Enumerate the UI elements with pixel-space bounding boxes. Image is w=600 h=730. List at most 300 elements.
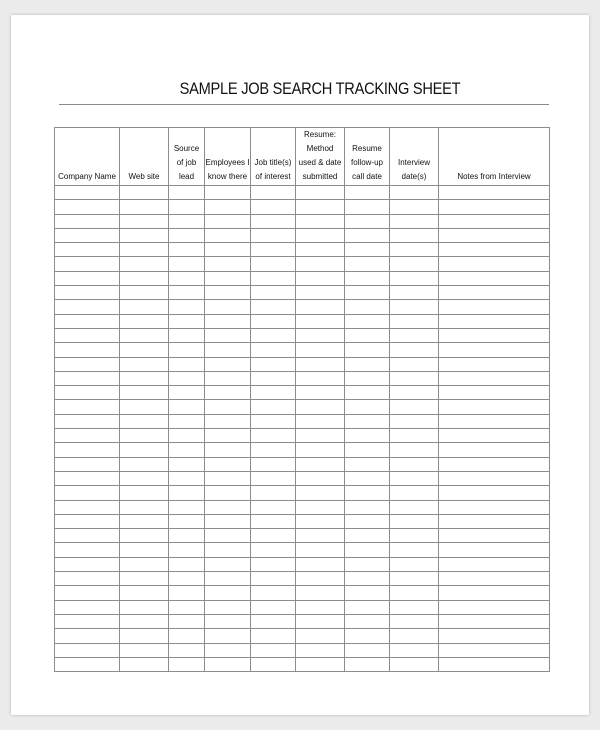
table-cell-resume-method[interactable] (296, 186, 345, 200)
table-cell-notes[interactable] (439, 500, 550, 514)
table-cell-company[interactable] (55, 443, 120, 457)
table-cell-job-title[interactable] (251, 343, 296, 357)
table-cell-website[interactable] (120, 228, 169, 242)
table-cell-notes[interactable] (439, 514, 550, 528)
table-cell-followup[interactable] (345, 343, 390, 357)
table-cell-resume-method[interactable] (296, 314, 345, 328)
table-cell-resume-method[interactable] (296, 429, 345, 443)
table-cell-interview-dates[interactable] (390, 572, 439, 586)
table-cell-source[interactable] (169, 214, 205, 228)
table-cell-job-title[interactable] (251, 429, 296, 443)
table-cell-resume-method[interactable] (296, 557, 345, 571)
table-cell-employees[interactable] (205, 486, 251, 500)
table-cell-source[interactable] (169, 443, 205, 457)
table-cell-job-title[interactable] (251, 657, 296, 671)
table-cell-notes[interactable] (439, 414, 550, 428)
table-cell-resume-method[interactable] (296, 400, 345, 414)
table-cell-job-title[interactable] (251, 557, 296, 571)
table-cell-followup[interactable] (345, 371, 390, 385)
table-cell-company[interactable] (55, 657, 120, 671)
table-cell-source[interactable] (169, 400, 205, 414)
table-cell-interview-dates[interactable] (390, 357, 439, 371)
table-cell-website[interactable] (120, 371, 169, 385)
table-cell-resume-method[interactable] (296, 286, 345, 300)
table-cell-website[interactable] (120, 557, 169, 571)
table-cell-resume-method[interactable] (296, 371, 345, 385)
table-cell-website[interactable] (120, 343, 169, 357)
table-cell-job-title[interactable] (251, 586, 296, 600)
table-cell-interview-dates[interactable] (390, 286, 439, 300)
table-cell-company[interactable] (55, 514, 120, 528)
table-cell-source[interactable] (169, 429, 205, 443)
table-cell-source[interactable] (169, 286, 205, 300)
table-cell-employees[interactable] (205, 514, 251, 528)
table-cell-website[interactable] (120, 386, 169, 400)
table-cell-notes[interactable] (439, 257, 550, 271)
table-cell-interview-dates[interactable] (390, 471, 439, 485)
table-cell-website[interactable] (120, 214, 169, 228)
table-cell-employees[interactable] (205, 500, 251, 514)
table-cell-resume-method[interactable] (296, 471, 345, 485)
table-cell-notes[interactable] (439, 243, 550, 257)
table-cell-resume-method[interactable] (296, 228, 345, 242)
table-cell-resume-method[interactable] (296, 500, 345, 514)
table-cell-employees[interactable] (205, 200, 251, 214)
table-cell-company[interactable] (55, 543, 120, 557)
table-cell-employees[interactable] (205, 186, 251, 200)
table-cell-resume-method[interactable] (296, 600, 345, 614)
table-cell-interview-dates[interactable] (390, 200, 439, 214)
table-cell-interview-dates[interactable] (390, 371, 439, 385)
table-cell-employees[interactable] (205, 286, 251, 300)
table-cell-followup[interactable] (345, 186, 390, 200)
table-cell-resume-method[interactable] (296, 486, 345, 500)
table-cell-interview-dates[interactable] (390, 328, 439, 342)
table-cell-website[interactable] (120, 414, 169, 428)
table-cell-interview-dates[interactable] (390, 429, 439, 443)
table-cell-resume-method[interactable] (296, 543, 345, 557)
table-cell-company[interactable] (55, 629, 120, 643)
table-cell-resume-method[interactable] (296, 614, 345, 628)
table-cell-notes[interactable] (439, 357, 550, 371)
table-cell-notes[interactable] (439, 429, 550, 443)
table-cell-company[interactable] (55, 486, 120, 500)
table-cell-company[interactable] (55, 471, 120, 485)
table-cell-followup[interactable] (345, 271, 390, 285)
table-cell-notes[interactable] (439, 400, 550, 414)
table-cell-employees[interactable] (205, 600, 251, 614)
table-cell-website[interactable] (120, 500, 169, 514)
table-cell-job-title[interactable] (251, 314, 296, 328)
table-cell-job-title[interactable] (251, 486, 296, 500)
table-cell-resume-method[interactable] (296, 214, 345, 228)
table-cell-interview-dates[interactable] (390, 214, 439, 228)
table-cell-source[interactable] (169, 357, 205, 371)
table-cell-followup[interactable] (345, 243, 390, 257)
table-cell-source[interactable] (169, 314, 205, 328)
table-cell-followup[interactable] (345, 357, 390, 371)
table-cell-followup[interactable] (345, 328, 390, 342)
table-cell-notes[interactable] (439, 314, 550, 328)
table-cell-website[interactable] (120, 600, 169, 614)
table-cell-notes[interactable] (439, 586, 550, 600)
table-cell-source[interactable] (169, 643, 205, 657)
table-cell-resume-method[interactable] (296, 386, 345, 400)
table-cell-resume-method[interactable] (296, 572, 345, 586)
table-cell-source[interactable] (169, 514, 205, 528)
table-cell-followup[interactable] (345, 572, 390, 586)
table-cell-followup[interactable] (345, 471, 390, 485)
table-cell-source[interactable] (169, 457, 205, 471)
table-cell-notes[interactable] (439, 214, 550, 228)
table-cell-company[interactable] (55, 328, 120, 342)
table-cell-source[interactable] (169, 600, 205, 614)
table-cell-employees[interactable] (205, 614, 251, 628)
table-cell-job-title[interactable] (251, 572, 296, 586)
table-cell-notes[interactable] (439, 471, 550, 485)
table-cell-company[interactable] (55, 429, 120, 443)
table-cell-source[interactable] (169, 257, 205, 271)
table-cell-job-title[interactable] (251, 214, 296, 228)
table-cell-followup[interactable] (345, 557, 390, 571)
table-cell-resume-method[interactable] (296, 443, 345, 457)
table-cell-website[interactable] (120, 286, 169, 300)
table-cell-resume-method[interactable] (296, 271, 345, 285)
table-cell-company[interactable] (55, 586, 120, 600)
table-cell-notes[interactable] (439, 271, 550, 285)
table-cell-source[interactable] (169, 572, 205, 586)
table-cell-notes[interactable] (439, 300, 550, 314)
table-cell-job-title[interactable] (251, 228, 296, 242)
table-cell-job-title[interactable] (251, 457, 296, 471)
table-cell-employees[interactable] (205, 529, 251, 543)
table-cell-website[interactable] (120, 543, 169, 557)
table-cell-notes[interactable] (439, 343, 550, 357)
table-cell-source[interactable] (169, 343, 205, 357)
table-cell-employees[interactable] (205, 414, 251, 428)
table-cell-website[interactable] (120, 486, 169, 500)
table-cell-resume-method[interactable] (296, 200, 345, 214)
table-cell-resume-method[interactable] (296, 343, 345, 357)
table-cell-source[interactable] (169, 614, 205, 628)
table-cell-company[interactable] (55, 257, 120, 271)
table-cell-notes[interactable] (439, 614, 550, 628)
table-cell-interview-dates[interactable] (390, 600, 439, 614)
table-cell-resume-method[interactable] (296, 657, 345, 671)
table-cell-website[interactable] (120, 271, 169, 285)
table-cell-company[interactable] (55, 243, 120, 257)
table-cell-company[interactable] (55, 614, 120, 628)
table-cell-company[interactable] (55, 414, 120, 428)
table-cell-source[interactable] (169, 543, 205, 557)
table-cell-source[interactable] (169, 271, 205, 285)
table-cell-followup[interactable] (345, 514, 390, 528)
table-cell-interview-dates[interactable] (390, 228, 439, 242)
table-cell-followup[interactable] (345, 414, 390, 428)
table-cell-company[interactable] (55, 200, 120, 214)
table-cell-followup[interactable] (345, 629, 390, 643)
table-cell-interview-dates[interactable] (390, 614, 439, 628)
table-cell-followup[interactable] (345, 600, 390, 614)
table-cell-source[interactable] (169, 200, 205, 214)
table-cell-job-title[interactable] (251, 643, 296, 657)
table-cell-interview-dates[interactable] (390, 443, 439, 457)
table-cell-company[interactable] (55, 228, 120, 242)
table-cell-interview-dates[interactable] (390, 514, 439, 528)
table-cell-employees[interactable] (205, 343, 251, 357)
table-cell-job-title[interactable] (251, 186, 296, 200)
table-cell-website[interactable] (120, 529, 169, 543)
table-cell-employees[interactable] (205, 300, 251, 314)
table-cell-website[interactable] (120, 471, 169, 485)
table-cell-notes[interactable] (439, 557, 550, 571)
table-cell-company[interactable] (55, 500, 120, 514)
table-cell-job-title[interactable] (251, 328, 296, 342)
table-cell-website[interactable] (120, 657, 169, 671)
table-cell-website[interactable] (120, 514, 169, 528)
table-cell-employees[interactable] (205, 314, 251, 328)
table-cell-company[interactable] (55, 300, 120, 314)
table-cell-job-title[interactable] (251, 500, 296, 514)
table-cell-interview-dates[interactable] (390, 657, 439, 671)
table-cell-source[interactable] (169, 228, 205, 242)
table-cell-resume-method[interactable] (296, 357, 345, 371)
table-cell-job-title[interactable] (251, 243, 296, 257)
table-cell-job-title[interactable] (251, 257, 296, 271)
table-cell-job-title[interactable] (251, 414, 296, 428)
table-cell-source[interactable] (169, 629, 205, 643)
table-cell-source[interactable] (169, 386, 205, 400)
table-cell-source[interactable] (169, 557, 205, 571)
table-cell-website[interactable] (120, 186, 169, 200)
table-cell-source[interactable] (169, 414, 205, 428)
table-cell-resume-method[interactable] (296, 300, 345, 314)
table-cell-notes[interactable] (439, 600, 550, 614)
table-cell-company[interactable] (55, 314, 120, 328)
table-cell-interview-dates[interactable] (390, 457, 439, 471)
table-cell-job-title[interactable] (251, 529, 296, 543)
table-cell-notes[interactable] (439, 457, 550, 471)
table-cell-employees[interactable] (205, 257, 251, 271)
table-cell-job-title[interactable] (251, 300, 296, 314)
table-cell-followup[interactable] (345, 529, 390, 543)
table-cell-job-title[interactable] (251, 371, 296, 385)
table-cell-employees[interactable] (205, 557, 251, 571)
table-cell-website[interactable] (120, 614, 169, 628)
table-cell-source[interactable] (169, 328, 205, 342)
table-cell-resume-method[interactable] (296, 586, 345, 600)
table-cell-job-title[interactable] (251, 514, 296, 528)
table-cell-website[interactable] (120, 243, 169, 257)
table-cell-company[interactable] (55, 357, 120, 371)
table-cell-resume-method[interactable] (296, 643, 345, 657)
table-cell-company[interactable] (55, 286, 120, 300)
table-cell-job-title[interactable] (251, 200, 296, 214)
table-cell-followup[interactable] (345, 300, 390, 314)
table-cell-interview-dates[interactable] (390, 557, 439, 571)
table-cell-company[interactable] (55, 386, 120, 400)
table-cell-job-title[interactable] (251, 400, 296, 414)
table-cell-company[interactable] (55, 343, 120, 357)
table-cell-resume-method[interactable] (296, 529, 345, 543)
table-cell-notes[interactable] (439, 228, 550, 242)
table-cell-resume-method[interactable] (296, 457, 345, 471)
table-cell-website[interactable] (120, 328, 169, 342)
table-cell-interview-dates[interactable] (390, 243, 439, 257)
table-cell-job-title[interactable] (251, 629, 296, 643)
table-cell-resume-method[interactable] (296, 243, 345, 257)
table-cell-employees[interactable] (205, 371, 251, 385)
table-cell-website[interactable] (120, 629, 169, 643)
table-cell-employees[interactable] (205, 386, 251, 400)
table-cell-employees[interactable] (205, 657, 251, 671)
table-cell-job-title[interactable] (251, 271, 296, 285)
table-cell-followup[interactable] (345, 257, 390, 271)
table-cell-company[interactable] (55, 457, 120, 471)
table-cell-notes[interactable] (439, 572, 550, 586)
table-cell-followup[interactable] (345, 500, 390, 514)
table-cell-company[interactable] (55, 400, 120, 414)
table-cell-website[interactable] (120, 400, 169, 414)
table-cell-followup[interactable] (345, 614, 390, 628)
table-cell-source[interactable] (169, 371, 205, 385)
table-cell-interview-dates[interactable] (390, 314, 439, 328)
table-cell-notes[interactable] (439, 186, 550, 200)
table-cell-job-title[interactable] (251, 614, 296, 628)
table-cell-interview-dates[interactable] (390, 543, 439, 557)
table-cell-notes[interactable] (439, 386, 550, 400)
table-cell-followup[interactable] (345, 643, 390, 657)
table-cell-website[interactable] (120, 257, 169, 271)
table-cell-followup[interactable] (345, 543, 390, 557)
table-cell-employees[interactable] (205, 443, 251, 457)
table-cell-website[interactable] (120, 586, 169, 600)
table-cell-company[interactable] (55, 529, 120, 543)
table-cell-followup[interactable] (345, 286, 390, 300)
table-cell-interview-dates[interactable] (390, 529, 439, 543)
table-cell-employees[interactable] (205, 400, 251, 414)
table-cell-company[interactable] (55, 557, 120, 571)
table-cell-company[interactable] (55, 572, 120, 586)
table-cell-followup[interactable] (345, 228, 390, 242)
table-cell-notes[interactable] (439, 643, 550, 657)
table-cell-employees[interactable] (205, 543, 251, 557)
table-cell-company[interactable] (55, 186, 120, 200)
table-cell-interview-dates[interactable] (390, 400, 439, 414)
table-cell-employees[interactable] (205, 271, 251, 285)
table-cell-website[interactable] (120, 357, 169, 371)
table-cell-source[interactable] (169, 500, 205, 514)
table-cell-interview-dates[interactable] (390, 414, 439, 428)
table-cell-source[interactable] (169, 486, 205, 500)
table-cell-website[interactable] (120, 300, 169, 314)
table-cell-employees[interactable] (205, 572, 251, 586)
table-cell-notes[interactable] (439, 657, 550, 671)
table-cell-interview-dates[interactable] (390, 386, 439, 400)
table-cell-interview-dates[interactable] (390, 586, 439, 600)
table-cell-followup[interactable] (345, 443, 390, 457)
table-cell-resume-method[interactable] (296, 414, 345, 428)
table-cell-source[interactable] (169, 657, 205, 671)
table-cell-followup[interactable] (345, 657, 390, 671)
table-cell-followup[interactable] (345, 486, 390, 500)
table-cell-notes[interactable] (439, 200, 550, 214)
table-cell-source[interactable] (169, 243, 205, 257)
table-cell-followup[interactable] (345, 586, 390, 600)
table-cell-notes[interactable] (439, 443, 550, 457)
table-cell-interview-dates[interactable] (390, 300, 439, 314)
table-cell-employees[interactable] (205, 243, 251, 257)
table-cell-interview-dates[interactable] (390, 343, 439, 357)
table-cell-source[interactable] (169, 529, 205, 543)
table-cell-resume-method[interactable] (296, 328, 345, 342)
table-cell-job-title[interactable] (251, 600, 296, 614)
table-cell-employees[interactable] (205, 328, 251, 342)
table-cell-source[interactable] (169, 186, 205, 200)
table-cell-job-title[interactable] (251, 357, 296, 371)
table-cell-notes[interactable] (439, 328, 550, 342)
table-cell-employees[interactable] (205, 586, 251, 600)
table-cell-employees[interactable] (205, 429, 251, 443)
table-cell-interview-dates[interactable] (390, 257, 439, 271)
table-cell-followup[interactable] (345, 400, 390, 414)
table-cell-employees[interactable] (205, 214, 251, 228)
table-cell-notes[interactable] (439, 543, 550, 557)
table-cell-source[interactable] (169, 586, 205, 600)
table-cell-notes[interactable] (439, 486, 550, 500)
table-cell-employees[interactable] (205, 357, 251, 371)
table-cell-followup[interactable] (345, 386, 390, 400)
table-cell-followup[interactable] (345, 200, 390, 214)
table-cell-notes[interactable] (439, 629, 550, 643)
table-cell-website[interactable] (120, 314, 169, 328)
table-cell-interview-dates[interactable] (390, 629, 439, 643)
table-cell-website[interactable] (120, 643, 169, 657)
table-cell-company[interactable] (55, 600, 120, 614)
table-cell-notes[interactable] (439, 529, 550, 543)
table-cell-resume-method[interactable] (296, 257, 345, 271)
table-cell-interview-dates[interactable] (390, 271, 439, 285)
table-cell-followup[interactable] (345, 314, 390, 328)
table-cell-followup[interactable] (345, 214, 390, 228)
table-cell-interview-dates[interactable] (390, 643, 439, 657)
table-cell-interview-dates[interactable] (390, 500, 439, 514)
table-cell-employees[interactable] (205, 629, 251, 643)
table-cell-company[interactable] (55, 271, 120, 285)
table-cell-website[interactable] (120, 457, 169, 471)
table-cell-job-title[interactable] (251, 443, 296, 457)
table-cell-company[interactable] (55, 214, 120, 228)
table-cell-notes[interactable] (439, 286, 550, 300)
table-cell-website[interactable] (120, 429, 169, 443)
table-cell-job-title[interactable] (251, 286, 296, 300)
table-cell-source[interactable] (169, 300, 205, 314)
table-cell-employees[interactable] (205, 228, 251, 242)
table-cell-followup[interactable] (345, 457, 390, 471)
table-cell-job-title[interactable] (251, 471, 296, 485)
table-cell-employees[interactable] (205, 643, 251, 657)
table-cell-employees[interactable] (205, 457, 251, 471)
table-cell-job-title[interactable] (251, 386, 296, 400)
table-cell-website[interactable] (120, 572, 169, 586)
table-cell-followup[interactable] (345, 429, 390, 443)
table-cell-interview-dates[interactable] (390, 186, 439, 200)
table-cell-source[interactable] (169, 471, 205, 485)
table-cell-notes[interactable] (439, 371, 550, 385)
table-cell-company[interactable] (55, 643, 120, 657)
table-cell-employees[interactable] (205, 471, 251, 485)
table-cell-job-title[interactable] (251, 543, 296, 557)
